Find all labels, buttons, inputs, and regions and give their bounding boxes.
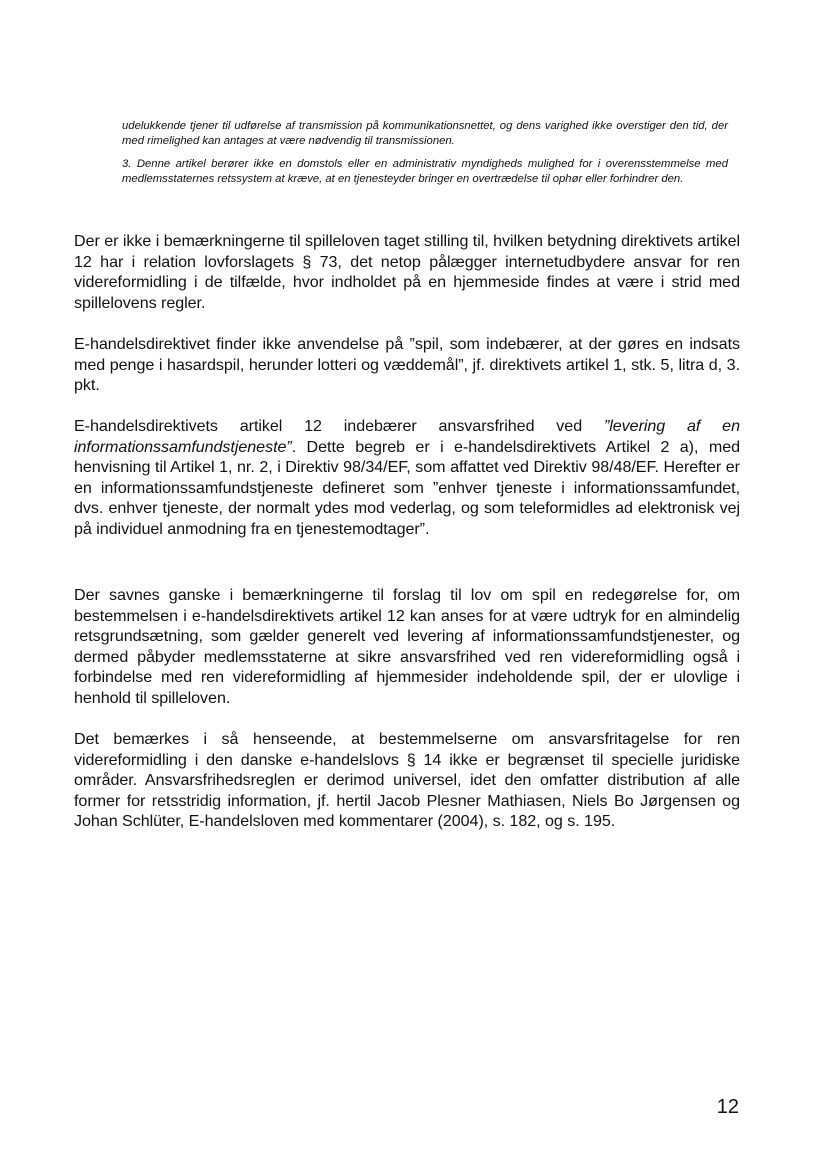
page-number: 12 [716,1096,739,1118]
paragraph-1: Der er ikke i bemærkningerne til spilleloven taget stilling til, hvilken betydning direktivets artikel 12 har i relation lovforslagets § 73, det netop pålægger internetudbydere ansvar for ren videreformidling i de tilfælde, hvor indholdet på en hjemmeside findes at være i strid med spillelovens regler. [74,232,740,312]
paragraph-3 [74,416,740,539]
paragraph-4: Der savnes ganske i bemærkningerne til forslag til lov om spil en redegørelse for, om bestemmelsen i e-handelsdirektivets artikel 12 kan anses for at være udtryk for en almindelig retsgrundsætning, som gælder generelt ved levering af informationssamfundstjenester, og dermed påbyder medlemsstaterne at sikre ansvarsfrihed ved ren videreformidling også i forbindelse med ren videreformidling af hjemmesider indeholdende spil, der er ulovlige i henhold til spilleloven. [74,586,740,707]
quoted-text-item-3: 3. Denne artikel berører ikke en domstols eller en administrativ myndigheds mulighed for i overensstemmelse med medlemsstaternes retssystem at kræve, at en tjenesteyder bringer en overtrædelse til ophør eller forhindrer den. [122,158,728,186]
quoted-text-fragment: udelukkende tjener til udførelse af transmission på kommunikationsnettet, og dens varighed ikke overstiger den tid, der med rimelighed kan antages at være nødvendig til transmissionen. [122,120,728,148]
paragraph-5: Det bemærkes i så henseende, at bestemmelserne om ansvarsfritagelse for ren videreformidling i den danske e-handelslovs § 14 ikke er begrænset til specielle juridiske områder. Ansvarsfrihedsreglen er derimod universel, idet den omfatter distribution af alle former for retsstridig information, jf. hertil Jacob Plesner Mathiasen, Niels Bo Jørgensen og Johan Schlüter, E-handelsloven med kommentarer (2004), s. 182, og s. 195. [74,730,740,830]
paragraph-3-rest: . Dette begreb er i e-handelsdirektivets Artikel 2 a), med henvisning til Artikel 1, nr. 2, i Direktiv 98/34/EF, som affattet ved Direktiv 98/48/EF. Herefter er en informationssamfundstjeneste defineret som ”enhver tjeneste i informationssamfundet, dvs. enhver tjeneste, der normalt ydes mod vederlag, og som teleformidles ad elektronisk vej på individuel anmodning fra en tjenestemodtager”. [74,437,740,538]
paragraph-3-lead: E-handelsdirektivets artikel 12 indebærer ansvarsfrihed ved [74,417,604,435]
paragraph-3-italic-term: ”levering af en informationssamfundstjeneste” [74,417,740,456]
paragraph-2: E-handelsdirektivet finder ikke anvendelse på ”spil, som indebærer, at der gøres en indsats med penge i hasardspil, herunder lotteri og væddemål”, jf. direktivets artikel 1, stk. 5, litra d, 3. pkt. [74,335,740,394]
